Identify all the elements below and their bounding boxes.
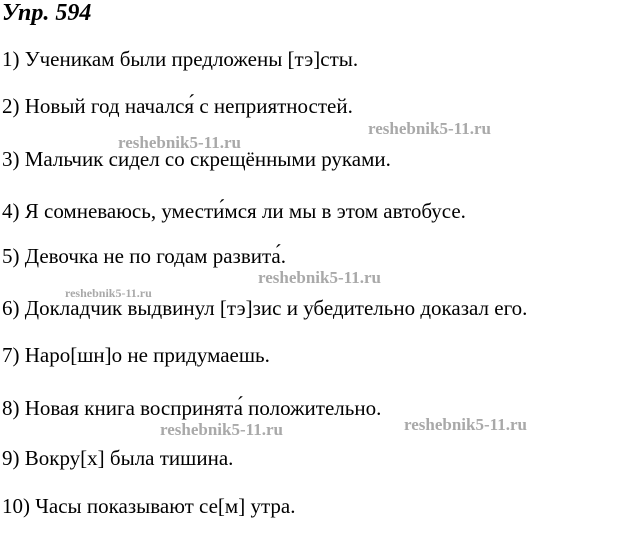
watermark: reshebnik5-11.ru <box>160 420 283 439</box>
watermark: reshebnik5-11.ru <box>118 133 241 152</box>
sentence-5: 5) Девочка не по годам развита́. <box>2 244 286 268</box>
sentence-2: 2) Новый год начался́ с неприятностей. <box>2 94 353 118</box>
watermark: reshebnik5-11.ru <box>65 286 152 300</box>
sentence-4-after: мся ли мы в этом автобусе. <box>224 199 466 223</box>
sentence-6: 6) Докладчик выдвинул [тэ]зис и убедительно доказал его. <box>2 296 528 320</box>
watermark: reshebnik5-11.ru <box>368 119 491 138</box>
sentence-7: 7) Наро[шн]о не придумаешь. <box>2 343 270 367</box>
sentence-4-before: 4) Я сомневаюсь, умести <box>2 199 225 223</box>
sentence-4 <box>2 199 466 223</box>
sentence-1: 1) Ученикам были предложены [тэ]сты. <box>2 47 359 71</box>
sentence-9: 9) Вокру[х] была тишина. <box>2 446 234 470</box>
sentence-8: 8) Новая книга воспринята́ положительно. <box>2 396 382 420</box>
sentence-10: 10) Часы показывают се[м] утра. <box>2 494 296 518</box>
watermark: reshebnik5-11.ru <box>404 415 527 434</box>
exercise-title: Упр. 594 <box>2 0 92 26</box>
sentence-3: 3) Мальчик сидел со скрещёнными руками. <box>2 147 391 171</box>
watermark: reshebnik5-11.ru <box>258 268 381 287</box>
